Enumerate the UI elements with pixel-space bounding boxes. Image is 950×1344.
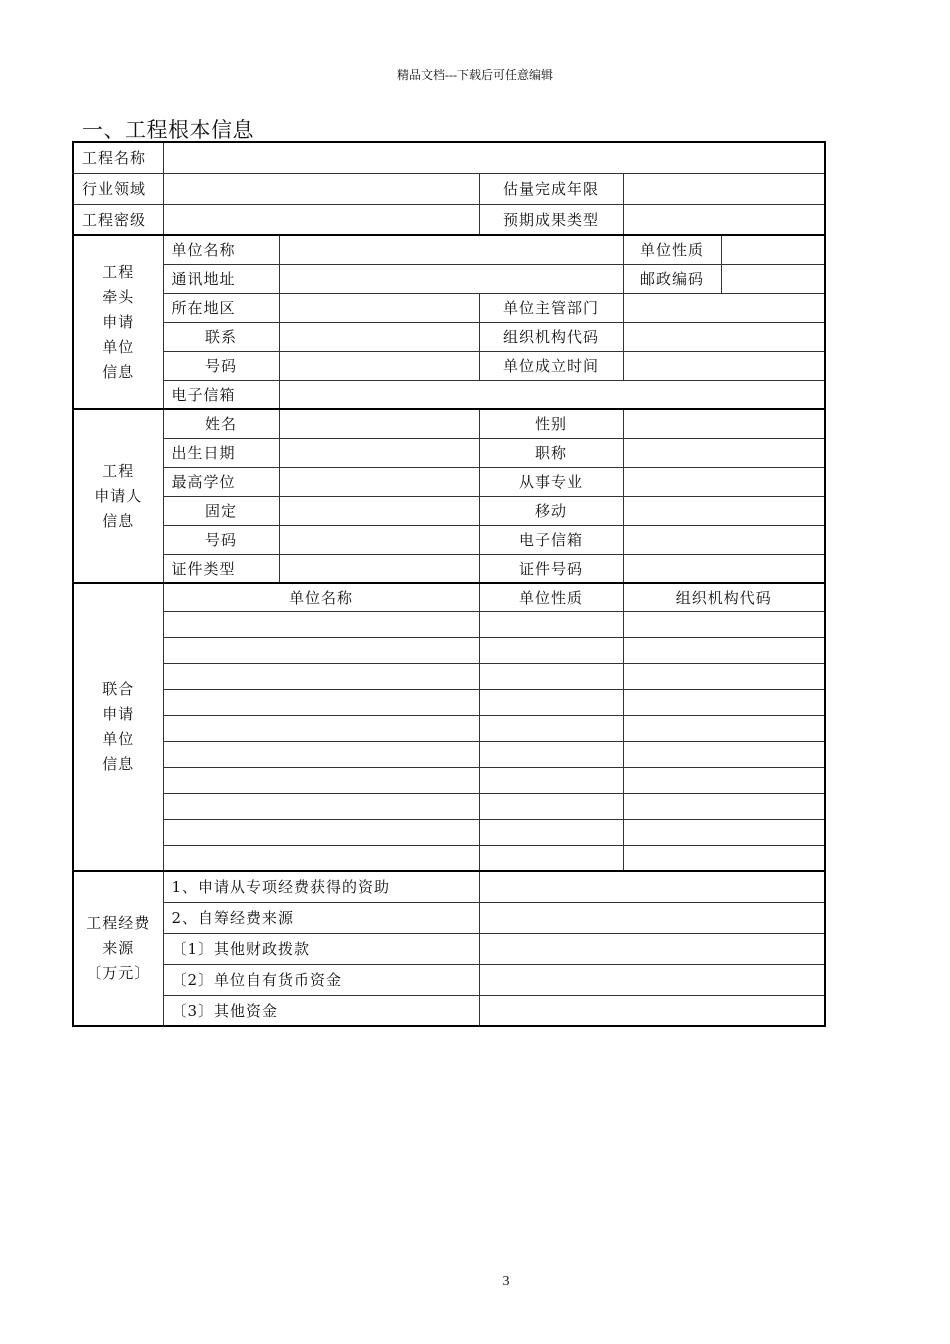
page-number: 3 (502, 1274, 510, 1289)
joint-unit-section-label: 联合 申请 单位 信息 (73, 583, 163, 871)
table-row (73, 663, 825, 689)
applicant-title-field[interactable] (623, 438, 825, 467)
joint-unit-nature-cell[interactable] (479, 767, 623, 793)
lead-founded-label: 单位成立时间 (479, 351, 623, 380)
funds-item-other: 〔3〕其他资金 (163, 995, 479, 1026)
joint-org-code-cell[interactable] (623, 741, 825, 767)
applicant-id-number-label: 证件号码 (479, 554, 623, 583)
lead-region-field[interactable] (279, 293, 479, 322)
lead-address-field[interactable] (279, 264, 623, 293)
applicant-email-label: 电子信箱 (479, 525, 623, 554)
applicant-number-label: 号码 (163, 525, 279, 554)
lead-unit-nature-field[interactable] (721, 235, 825, 264)
applicant-gender-label: 性别 (479, 409, 623, 438)
applicant-number-field[interactable] (279, 525, 479, 554)
joint-header-org-code: 组织机构代码 (623, 583, 825, 611)
section-title: 一、工程根本信息 (82, 118, 254, 142)
lead-founded-field[interactable] (623, 351, 825, 380)
lead-unit-name-label: 单位名称 (163, 235, 279, 264)
applicant-major-field[interactable] (623, 467, 825, 496)
industry-label: 行业领域 (73, 173, 163, 204)
applicant-degree-label: 最高学位 (163, 467, 279, 496)
lead-org-code-label: 组织机构代码 (479, 322, 623, 351)
joint-header-unit-name: 单位名称 (163, 583, 479, 611)
lead-postcode-label: 邮政编码 (623, 264, 721, 293)
lead-postcode-field[interactable] (721, 264, 825, 293)
applicant-id-type-label: 证件类型 (163, 554, 279, 583)
funds-item-own-capital: 〔2〕单位自有货币资金 (163, 964, 479, 995)
applicant-birth-field[interactable] (279, 438, 479, 467)
funds-self-field[interactable] (479, 902, 825, 933)
secrecy-field[interactable] (163, 204, 479, 235)
project-name-label: 工程名称 (73, 142, 163, 173)
joint-org-code-cell[interactable] (623, 845, 825, 871)
applicant-fixed-label: 固定 (163, 496, 279, 525)
lead-region-label: 所在地区 (163, 293, 279, 322)
table-row (73, 637, 825, 663)
joint-org-code-cell[interactable] (623, 637, 825, 663)
table-row (73, 611, 825, 637)
lead-contact-field[interactable] (279, 322, 479, 351)
joint-unit-name-cell[interactable] (163, 793, 479, 819)
lead-contact-label: 联系 (163, 322, 279, 351)
secrecy-label: 工程密级 (73, 204, 163, 235)
joint-unit-nature-cell[interactable] (479, 741, 623, 767)
lead-unit-section-label: 工程 牵头 申请 单位 信息 (73, 235, 163, 409)
joint-unit-name-cell[interactable] (163, 637, 479, 663)
applicant-email-field[interactable] (623, 525, 825, 554)
funds-item-fiscal: 〔1〕其他财政拨款 (163, 933, 479, 964)
basic-info-table (72, 141, 826, 1027)
funds-own-capital-field[interactable] (479, 964, 825, 995)
applicant-birth-label: 出生日期 (163, 438, 279, 467)
est-years-label: 估量完成年限 (479, 173, 623, 204)
lead-unit-name-field[interactable] (279, 235, 623, 264)
funds-item-self: 2、自筹经费来源 (163, 902, 479, 933)
joint-unit-nature-cell[interactable] (479, 819, 623, 845)
lead-number-label: 号码 (163, 351, 279, 380)
joint-org-code-cell[interactable] (623, 819, 825, 845)
joint-org-code-cell[interactable] (623, 611, 825, 637)
applicant-name-label: 姓名 (163, 409, 279, 438)
applicant-name-field[interactable] (279, 409, 479, 438)
lead-supervisor-field[interactable] (623, 293, 825, 322)
table-row (73, 741, 825, 767)
applicant-title-label: 职称 (479, 438, 623, 467)
applicant-degree-field[interactable] (279, 467, 479, 496)
funds-fiscal-field[interactable] (479, 933, 825, 964)
lead-unit-nature-label: 单位性质 (623, 235, 721, 264)
table-row (73, 793, 825, 819)
table-row (73, 845, 825, 871)
joint-org-code-cell[interactable] (623, 663, 825, 689)
joint-unit-name-cell[interactable] (163, 819, 479, 845)
joint-unit-name-cell[interactable] (163, 663, 479, 689)
applicant-mobile-label: 移动 (479, 496, 623, 525)
result-type-field[interactable] (623, 204, 825, 235)
page-header: 精品文档---下载后可任意编辑 (397, 68, 553, 82)
funds-special-field[interactable] (479, 871, 825, 902)
applicant-mobile-field[interactable] (623, 496, 825, 525)
applicant-gender-field[interactable] (623, 409, 825, 438)
joint-org-code-cell[interactable] (623, 793, 825, 819)
applicant-id-number-field[interactable] (623, 554, 825, 583)
joint-unit-name-cell[interactable] (163, 767, 479, 793)
lead-email-label: 电子信箱 (163, 380, 279, 409)
joint-unit-name-cell[interactable] (163, 715, 479, 741)
funds-section-label: 工程经费 来源 〔万元〕 (73, 871, 163, 1026)
joint-unit-nature-cell[interactable] (479, 793, 623, 819)
joint-unit-nature-cell[interactable] (479, 611, 623, 637)
joint-org-code-cell[interactable] (623, 715, 825, 741)
joint-unit-nature-cell[interactable] (479, 715, 623, 741)
project-name-field[interactable] (163, 142, 825, 173)
funds-other-field[interactable] (479, 995, 825, 1026)
table-row (73, 715, 825, 741)
table-row (73, 819, 825, 845)
applicant-fixed-field[interactable] (279, 496, 479, 525)
applicant-id-type-field[interactable] (279, 554, 479, 583)
lead-email-field[interactable] (279, 380, 825, 409)
industry-field[interactable] (163, 173, 479, 204)
joint-header-unit-nature: 单位性质 (479, 583, 623, 611)
applicant-section-label: 工程 申请人 信息 (73, 409, 163, 583)
lead-number-field[interactable] (279, 351, 479, 380)
joint-unit-name-cell[interactable] (163, 741, 479, 767)
lead-org-code-field[interactable] (623, 322, 825, 351)
lead-supervisor-label: 单位主管部门 (479, 293, 623, 322)
lead-address-label: 通讯地址 (163, 264, 279, 293)
result-type-label: 预期成果类型 (479, 204, 623, 235)
joint-unit-nature-cell[interactable] (479, 689, 623, 715)
joint-unit-nature-cell[interactable] (479, 663, 623, 689)
joint-org-code-cell[interactable] (623, 767, 825, 793)
est-years-field[interactable] (623, 173, 825, 204)
joint-unit-nature-cell[interactable] (479, 637, 623, 663)
funds-item-special: 1、申请从专项经费获得的资助 (163, 871, 479, 902)
table-row (73, 767, 825, 793)
joint-unit-name-cell[interactable] (163, 845, 479, 871)
joint-unit-nature-cell[interactable] (479, 845, 623, 871)
joint-org-code-cell[interactable] (623, 689, 825, 715)
table-row (73, 689, 825, 715)
joint-unit-name-cell[interactable] (163, 689, 479, 715)
joint-unit-name-cell[interactable] (163, 611, 479, 637)
applicant-major-label: 从事专业 (479, 467, 623, 496)
